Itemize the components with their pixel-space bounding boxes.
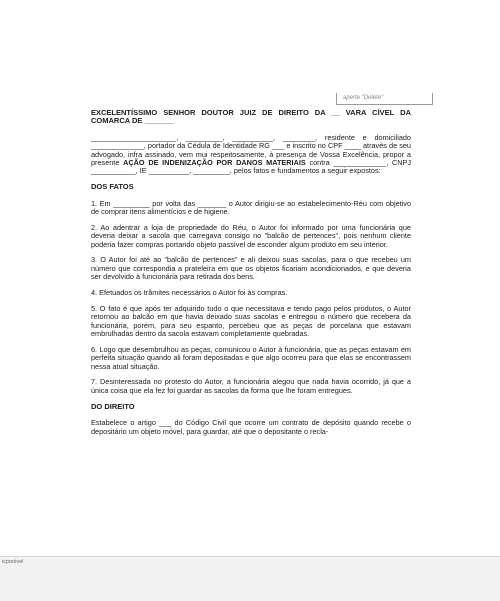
section-heading-law: DO DIREITO (91, 401, 135, 411)
action-title: AÇÃO DE INDENIZAÇÃO POR DANOS MATERIAIS (123, 158, 306, 168)
fact-paragraph-5: 5. O fato é que após ter adquirido tudo o que necessitava e tendo pago pelos produtos, o Autor retornou ao balcão em que havia deixado suas sacolas e entregou o número que recebera da funcionária, porém, para seu espanto, percebeu que as peças de porcelana que estavam embrulhadas dentro da sacola estavam completamente quebradas. (91, 303, 411, 339)
status-bar-label: icponivel (2, 559, 24, 565)
fact-paragraph-4: 4. Efetuados os trâmites necessários o Autor foi às compras. (91, 288, 288, 298)
fact-paragraph-6: 6. Logo que desembrulhou as peças, comunicou o Autor à funcionária, que as peças estavam em perfeita situação quando ali foram depositadas e que algo ocorreu para que elas se encontrassem nessa atual situação. (91, 344, 411, 371)
petition-intro (91, 134, 411, 176)
intro-text-start: _____________________, _________, __________, ________, residente e domiciliado _____________, portador da Cédula de Identidade RG ___ e inscrito no CPF ____ através de seu advogado, infra assinado, vem mui respeitosamente, à presença de Vossa Excelência, propor a presente (91, 132, 411, 168)
fact-paragraph-2: 2. Ao adentrar a loja de propriedade do Réu, o Autor foi informado por uma funcionária que deveria deixar a sacola que carregava consigo no "balcão de pertences", pois nenhum cliente poderia fazer compras portando objeto passível de esconder algum produto em seu interior. (91, 222, 411, 249)
fact-paragraph-3: 3. O Autor foi até ao "balcão de pertences" e ali deixou suas sacolas, para o que recebeu um número que correspondia a prateleira em que os objetos ficariam acondicionados, e que deveria ser devolvido à funcionária para retirada dos bens. (91, 255, 411, 282)
delete-hint-stamp: aperte "Delete" (336, 93, 433, 105)
petition-heading: EXCELENTÍSSIMO SENHOR DOUTOR JUIZ DE DIREITO DA __ VARA CÍVEL DA COMARCA DE _______ (91, 108, 411, 126)
status-bar (0, 556, 500, 601)
fact-paragraph-1: 1. Em _________ por volta das _______ o Autor dirigiu-se ao estabelecimento-Réu com objetivo de comprar itens alimentícios e de higiene. (91, 198, 411, 217)
intro-text-end: contra _____________, CNPJ ___________, IE __________, _________, pelos fatos e fundamentos a seguir expostos: (91, 158, 412, 176)
law-paragraph: Estabelece o artigo ___ do Código Civil que ocorre um contrato de depósito quando recebe o depositário um objeto móvel, para guardar, até que o depositante o recla- (91, 418, 411, 436)
petition-body (91, 109, 411, 443)
section-heading-facts: DOS FATOS (91, 182, 134, 192)
fact-paragraph-7: 7. Desinteressada no protesto do Autor, a funcionária alegou que nada havia ocorrido, já que a única coisa que ela fez foi guardar as sacolas da forma que lhe foram entregues. (91, 377, 411, 395)
